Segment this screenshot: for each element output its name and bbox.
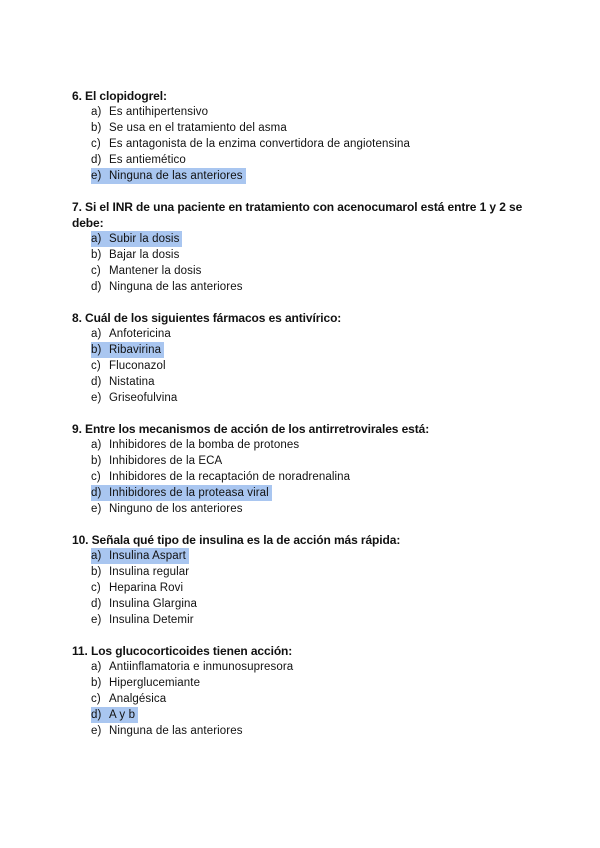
answer-option [91,564,542,580]
answer-option-content [91,358,169,374]
answer-option-content [91,168,246,184]
answer-option-content [91,437,302,453]
option-label: Inhibidores de la ECA [109,455,223,467]
answer-option-content [91,326,174,342]
answer-option-selected [91,548,542,564]
option-letter: b) [91,344,102,356]
answer-option-content [91,675,203,691]
option-label: Inhibidores de la recaptación de noradrenalina [109,471,351,483]
question-number: 6. [72,89,82,103]
option-letter: e) [91,614,102,626]
question-number: 8. [72,311,82,325]
answer-option [91,723,542,739]
answer-option-content [91,247,182,263]
answer-options [72,548,542,628]
answer-option-content [91,342,164,358]
answer-option [91,501,542,517]
question-6 [72,88,542,184]
answer-option-content [91,279,246,295]
option-label: Es antagonista de la enzima convertidora de angiotensina [109,138,410,150]
answer-option-selected [91,342,542,358]
answer-option-content [91,707,138,723]
question-title [72,310,542,326]
question-11 [72,643,542,739]
answer-option-selected [91,485,542,501]
option-letter: b) [91,249,102,261]
option-label: Es antiemético [109,154,186,166]
question-text: Cuál de los siguientes fármacos es antivírico: [85,311,342,325]
question-title [72,88,542,104]
answer-option [91,120,542,136]
question-7 [72,199,542,295]
option-letter: d) [91,154,102,166]
option-letter: d) [91,376,102,388]
question-text: El clopidogrel: [85,89,167,103]
answer-option [91,136,542,152]
answer-option-selected [91,168,542,184]
answer-option-content [91,263,204,279]
option-label: A y b [109,709,136,721]
option-label: Nistatina [109,376,155,388]
answer-option [91,390,542,406]
question-text: Los glucocorticoides tienen acción: [90,644,293,658]
question-text: Si el INR de una paciente en tratamiento con acenocumarol está entre 1 y 2 se debe: [72,200,523,230]
option-label: Insulina Detemir [109,614,194,626]
answer-option [91,675,542,691]
question-8 [72,310,542,406]
answer-option-content [91,501,246,517]
option-letter: e) [91,170,102,182]
option-letter: a) [91,661,102,673]
answer-option [91,247,542,263]
option-label: Ninguna de las anteriores [109,725,243,737]
answer-option [91,152,542,168]
answer-option-content [91,469,353,485]
question-9 [72,421,542,517]
answer-option-content [91,659,296,675]
question-number: 9. [72,422,82,436]
option-label: Ninguna de las anteriores [109,281,243,293]
question-text: Señala qué tipo de insulina es la de acción más rápida: [91,533,401,547]
answer-option [91,358,542,374]
answer-option-content [91,564,192,580]
option-letter: d) [91,487,102,499]
question-number: 10. [72,533,89,547]
option-letter: b) [91,677,102,689]
option-label: Heparina Rovi [109,582,184,594]
option-label: Se usa en el tratamiento del asma [109,122,287,134]
option-letter: a) [91,328,102,340]
option-letter: e) [91,725,102,737]
question-10 [72,532,542,628]
question-title [72,199,542,231]
answer-option-content [91,723,246,739]
option-letter: d) [91,281,102,293]
answer-option [91,596,542,612]
option-label: Mantener la dosis [109,265,202,277]
answer-option [91,104,542,120]
answer-option-content [91,453,225,469]
option-label: Insulina Glargina [109,598,198,610]
answer-option-content [91,612,197,628]
answer-option-content [91,485,272,501]
option-label: Insulina regular [109,566,190,578]
option-letter: c) [91,693,101,705]
option-label: Hiperglucemiante [109,677,201,689]
option-label: Analgésica [109,693,167,705]
answer-option [91,612,542,628]
answer-option-content [91,152,189,168]
option-label: Anfotericina [109,328,171,340]
answer-options [72,326,542,406]
option-label: Inhibidores de la proteasa viral [109,487,269,499]
option-label: Subir la dosis [109,233,180,245]
question-number: 7. [72,200,82,214]
option-letter: c) [91,582,101,594]
answer-option-selected [91,231,542,247]
option-letter: a) [91,550,102,562]
option-label: Ninguno de los anteriores [109,503,243,515]
answer-option [91,263,542,279]
option-letter: c) [91,265,101,277]
answer-option-content [91,120,290,136]
question-list [72,88,542,754]
option-label: Griseofulvina [109,392,178,404]
answer-option-content [91,374,158,390]
answer-option-content [91,691,169,707]
answer-option-content [91,596,200,612]
answer-option [91,326,542,342]
answer-option-content [91,104,211,120]
answer-option [91,659,542,675]
answer-option-content [91,548,189,564]
option-label: Fluconazol [109,360,166,372]
option-letter: d) [91,598,102,610]
answer-option-content [91,580,186,596]
answer-option [91,469,542,485]
option-letter: a) [91,439,102,451]
answer-options [72,659,542,739]
option-label: Es antihipertensivo [109,106,209,118]
question-text: Entre los mecanismos de acción de los antirretrovirales está: [85,422,430,436]
question-title [72,643,542,659]
answer-option [91,279,542,295]
answer-option-content [91,231,182,247]
option-label: Ribavirina [109,344,162,356]
option-label: Antiinflamatoria e inmunosupresora [109,661,294,673]
option-label: Bajar la dosis [109,249,180,261]
option-letter: e) [91,392,102,404]
answer-option [91,453,542,469]
option-letter: a) [91,106,102,118]
option-letter: c) [91,471,101,483]
option-label: Insulina Aspart [109,550,186,562]
option-letter: b) [91,566,102,578]
answer-option [91,580,542,596]
answer-options [72,104,542,184]
option-letter: c) [91,138,101,150]
answer-option-selected [91,707,542,723]
option-letter: b) [91,455,102,467]
answer-options [72,231,542,295]
answer-option-content [91,390,180,406]
answer-option-content [91,136,413,152]
option-letter: d) [91,709,102,721]
question-number: 11. [72,644,88,658]
option-label: Inhibidores de la bomba de protones [109,439,300,451]
option-letter: b) [91,122,102,134]
answer-option [91,691,542,707]
question-title [72,421,542,437]
option-letter: a) [91,233,102,245]
answer-options [72,437,542,517]
option-letter: e) [91,503,102,515]
question-title [72,532,542,548]
answer-option [91,437,542,453]
option-letter: c) [91,360,101,372]
answer-option [91,374,542,390]
option-label: Ninguna de las anteriores [109,170,243,182]
